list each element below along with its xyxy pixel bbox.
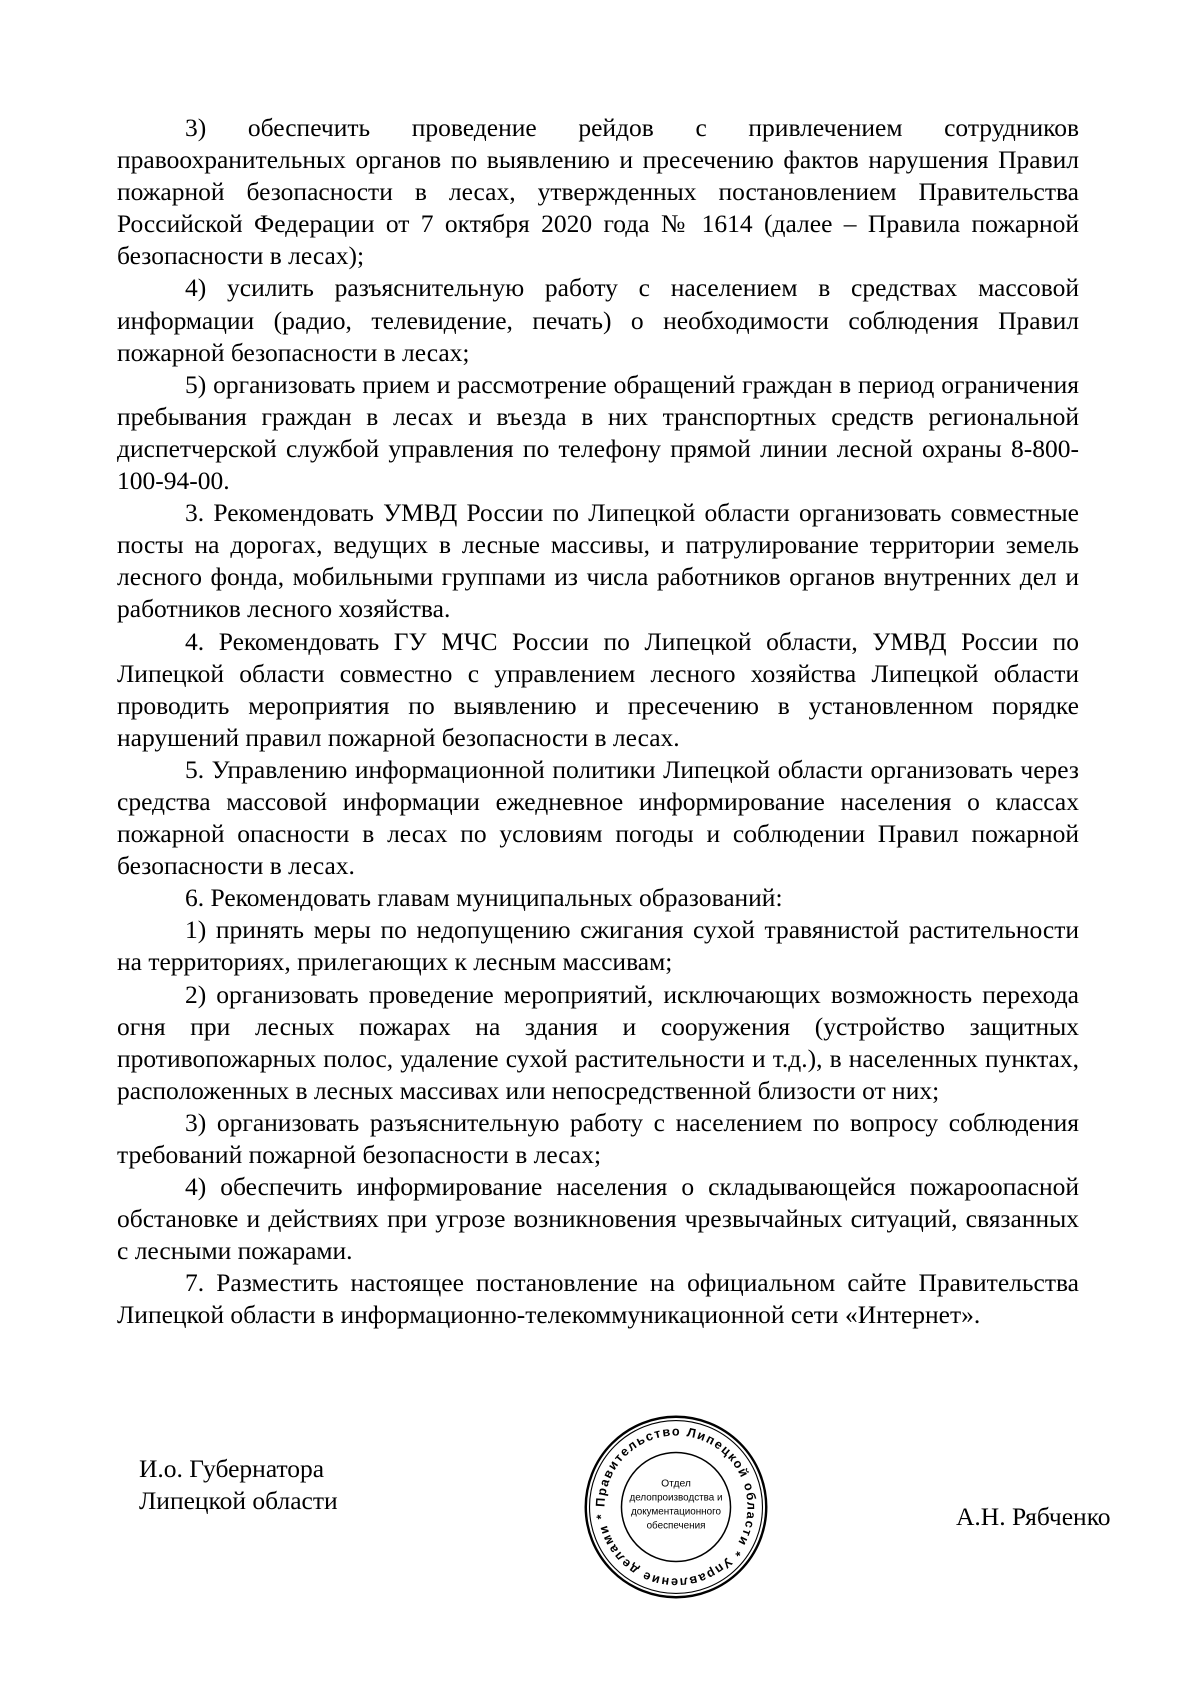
paragraph-section-6-item-3: 3) организовать разъяснительную работу с населением по вопросу соблюдения требований пожарной безопасности в лесах;	[117, 1107, 1079, 1169]
stamp-outer-textpath: Правительство Липецкой области * Управление делами *	[593, 1424, 759, 1590]
signatory-position	[139, 1453, 338, 1517]
stamp-inner-line-1: Отдел	[661, 1478, 691, 1490]
stamp-inner-line-2: делопроизводства и	[629, 1492, 723, 1504]
document-body	[117, 112, 1079, 1332]
paragraph-section-7: 7. Разместить настоящее постановление на официальном сайте Правительства Липецкой области в информационно-телекоммуникационной сети «Интернет».	[117, 1268, 1079, 1330]
paragraph-section-6: 6. Рекомендовать главам муниципальных образований:	[185, 883, 783, 913]
paragraph-section-6-item-4: 4) обеспечить информирование населения о складывающейся пожароопасной обстановке и действиях при угрозе возникновения чрезвычайных ситуаций, связанных с лесными пожарами.	[117, 1172, 1079, 1266]
signatory-position-line-1: И.о. Губернатора	[139, 1454, 325, 1483]
signatory-name: А.Н. Рябченко	[956, 1502, 1111, 1531]
stamp-inner-line-3: документационного	[631, 1506, 721, 1518]
paragraph-section-4: 4. Рекомендовать ГУ МЧС России по Липецкой области, УМВД России по Липецкой области совместно с управлением лесного хозяйства Липецкой области проводить мероприятия по выявлению и пресечению в установленном порядке нарушений правил пожарной безопасности в лесах.	[117, 626, 1079, 752]
paragraph-item-3: 3) обеспечить проведение рейдов с привлечением сотрудников правоохранительных органов по выявлению и пресечению фактов нарушения Правил пожарной безопасности в лесах, утвержденных постановлением Правительства Российской Федерации от 7 октября 2020 года № 1614 (далее – Правила пожарной безопасности в лесах);	[117, 113, 1079, 271]
official-stamp	[582, 1413, 770, 1601]
paragraph-section-6-item-2: 2) организовать проведение мероприятий, исключающих возможность перехода огня при лесных пожарах на здания и сооружения (устройство защитных противопожарных полос, удаление сухой растительности и т.д.), в населенных пунктах, расположенных в лесных массивах или непосредственной близости от них;	[117, 979, 1079, 1105]
paragraph-item-5: 5) организовать прием и рассмотрение обращений граждан в период ограничения пребывания граждан в лесах и въезда в них транспортных средств региональной диспетчерской службой управления по телефону прямой линии лесной охраны 8-800-100-94-00.	[117, 369, 1079, 496]
paragraph-item-4: 4) усилить разъяснительную работу с населением в средствах массовой информации (радио, телевидение, печать) о необходимости соблюдения Правил пожарной безопасности в лесах;	[117, 273, 1079, 367]
paragraph-section-3: 3. Рекомендовать УМВД России по Липецкой области организовать совместные посты на дорогах, ведущих в лесные массивы, и патрулирование территории земель лесного фонда, мобильными группами из числа работников органов внутренних дел и работников лесного хозяйства.	[117, 498, 1079, 624]
stamp-inner-line-4: обеспечения	[646, 1520, 706, 1532]
signatory-position-line-2: Липецкой области	[139, 1486, 338, 1515]
paragraph-section-5: 5. Управлению информационной политики Липецкой области организовать через средства массовой информации ежедневное информирование населения о классах пожарной опасности в лесах по условиям погоды и соблюдении Правил пожарной безопасности в лесах.	[117, 754, 1079, 881]
paragraph-section-6-item-1: 1) принять меры по недопущению сжигания сухой травянистой растительности на территориях, прилегающих к лесным массивам;	[117, 915, 1079, 977]
